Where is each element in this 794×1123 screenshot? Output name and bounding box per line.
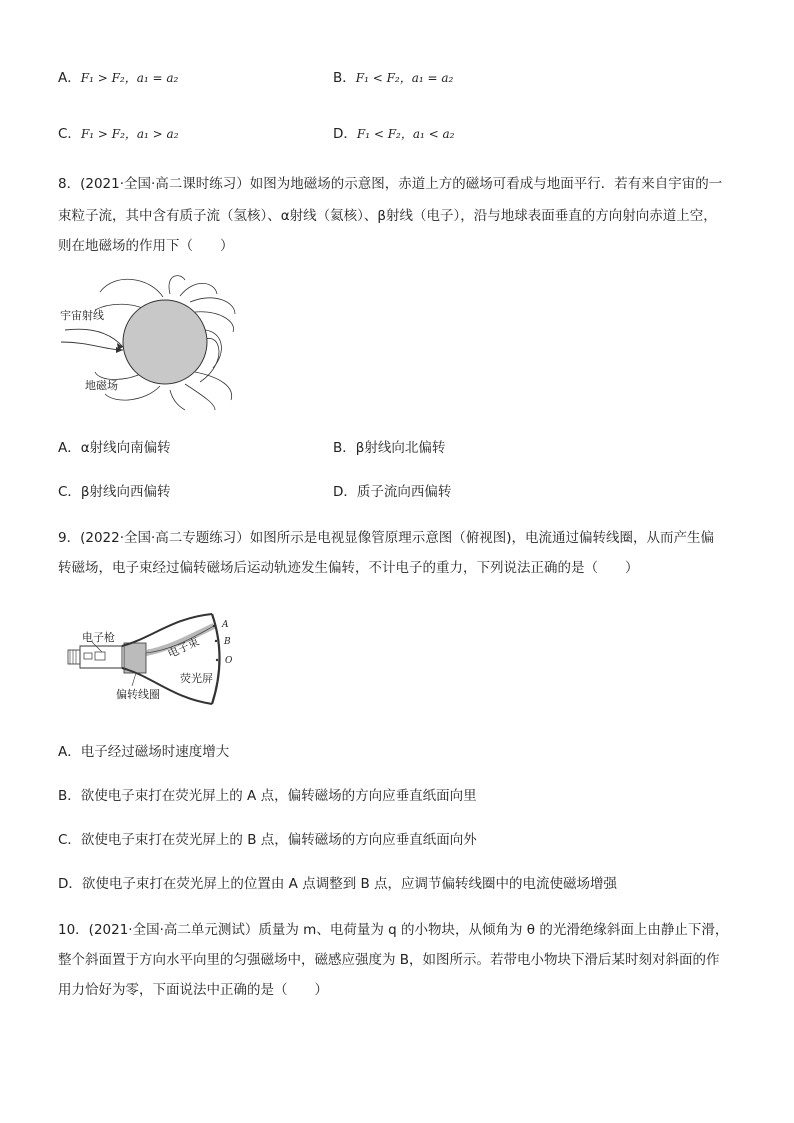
electron-beam-label: 电子束: [165, 634, 202, 661]
q7-option-d-formula: F₁ < F₂，a₁ < a₂: [356, 127, 455, 141]
q7-option-d[interactable]: [333, 124, 454, 144]
q7-option-c-formula: F₁ > F₂，a₁ > a₂: [80, 127, 179, 141]
q9-stem-line-2: 转磁场，电子束经过偏转磁场后运动轨迹发生偏转，不计电子的重力，下列说法正确的是（ ）: [58, 560, 639, 576]
q9-option-b[interactable]: B．欲使电子束打在荧光屏上的 A 点，偏转磁场的方向应垂直纸面向里: [58, 788, 477, 804]
q10-stem-line-3: 用力恰好为零，下面说法中正确的是（ ）: [58, 982, 328, 998]
q10-stem-line-1: 10．(2021·全国·高二单元测试）质量为 m、电荷量为 q 的小物块，从倾角为 θ 的光滑绝缘斜面上由静止下滑，: [58, 922, 729, 938]
q10-stem-line-2: 整个斜面置于方向水平向里的匀强磁场中，磁感应强度为 B，如图所示。若带电小物块下滑后某时刻对斜面的作: [58, 952, 720, 968]
point-b-label: B: [224, 637, 231, 647]
deflection-coil-label: 偏转线圈: [116, 688, 160, 701]
q8-stem-line-3: 则在地磁场的作用下（ ）: [58, 238, 234, 254]
cosmic-ray-label: 宇宙射线: [60, 309, 104, 322]
q8-option-b[interactable]: B．β射线向北偏转: [333, 440, 446, 456]
q8-option-d[interactable]: D．质子流向西偏转: [333, 484, 452, 500]
q7-option-c-letter: C．: [58, 126, 81, 142]
q7-option-a-letter: A．: [58, 70, 81, 86]
geomagnetic-field-figure: [55, 272, 245, 412]
electron-gun-label: 电子枪: [82, 631, 115, 644]
geomagnetic-field-label: 地磁场: [85, 379, 118, 392]
crt-tube-figure: [62, 608, 252, 713]
q9-option-a[interactable]: A．电子经过磁场时速度增大: [58, 744, 230, 760]
earth-circle: [123, 300, 207, 384]
q7-option-b[interactable]: [333, 68, 453, 88]
q7-option-b-letter: B．: [333, 70, 356, 86]
q9-stem-line-1: 9．(2022·全国·高二专题练习）如图所示是电视显像管原理示意图（俯视图)，电流通过偏转线圈，从而产生偏: [58, 530, 715, 546]
q7-option-d-letter: D．: [333, 126, 357, 142]
point-a-label: A: [222, 620, 229, 630]
q8-option-a[interactable]: A．α射线向南偏转: [58, 440, 171, 456]
point-o-label: O: [225, 656, 233, 666]
q9-option-c[interactable]: C．欲使电子束打在荧光屏上的 B 点，偏转磁场的方向应垂直纸面向外: [58, 832, 477, 848]
q7-option-c[interactable]: [58, 124, 179, 144]
q8-option-c[interactable]: C．β射线向西偏转: [58, 484, 171, 500]
q8-stem-line-2: 束粒子流，其中含有质子流（氢核）、α射线（氦核）、β射线（电子），沿与地球表面垂直的方向射向赤道上空，: [58, 208, 717, 224]
q7-option-b-formula: F₁ < F₂，a₁ = a₂: [355, 71, 454, 85]
q7-option-a-formula: F₁ > F₂，a₁ = a₂: [80, 71, 179, 85]
fluorescent-screen-label: 荧光屏: [180, 672, 213, 685]
q7-option-a[interactable]: [58, 68, 178, 88]
q8-stem-line-1: 8．(2021·全国·高二课时练习）如图为地磁场的示意图，赤道上方的磁场可看成与地面平行．若有来自宇宙的一: [58, 176, 723, 192]
q9-option-d[interactable]: D．欲使电子束打在荧光屏上的位置由 A 点调整到 B 点，应调节偏转线圈中的电流使磁场增强: [58, 876, 618, 892]
